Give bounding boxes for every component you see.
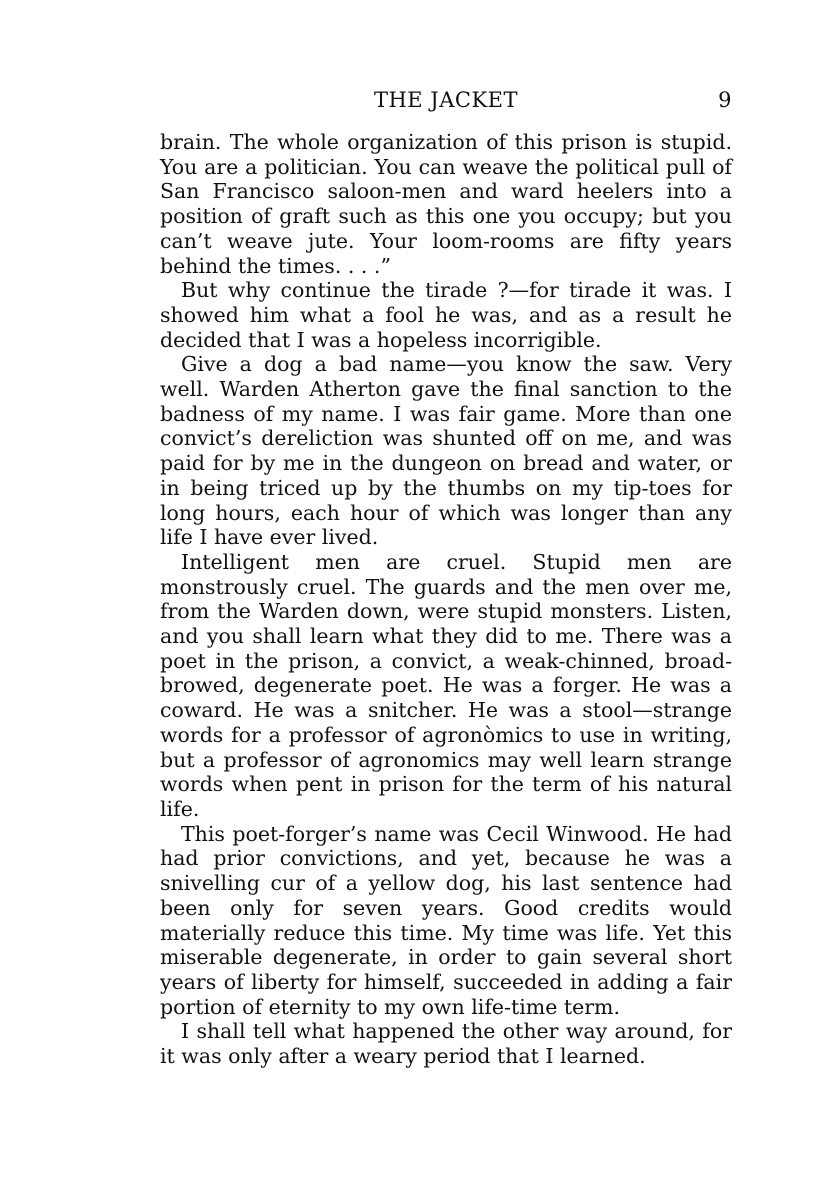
paragraph-tirade: But why continue the tirade ?—for tirade it was. I showed him what a fool he was, and as a result he decided that I was a hopeless incorrigible. — [160, 278, 732, 352]
running-head — [160, 88, 732, 118]
running-title: THE JACKET — [373, 88, 518, 112]
body-text — [160, 130, 732, 1069]
page-number: 9 — [718, 88, 732, 112]
paragraph-other-way-around: I shall tell what happened the other way around, for it was only after a weary period that I learned. — [160, 1019, 732, 1069]
paragraph-cruel-men: Intelligent men are cruel. Stupid men are monstrously cruel. The guards and the men over me, from the Warden down, were stupid monsters. Listen, and you shall learn what they did to me. There was a poet in the prison, a convict, a weak-chinned, broad-browed, degenerate poet. He was a forger. He was a coward. He was a snitcher. He was a stool—strange words for a professor of agronòmics to use in writing, but a professor of agronomics may well learn strange words when pent in prison for the term of his natural life. — [160, 549, 732, 821]
paragraph-cecil-winwood: This poet-forger’s name was Cecil Winwood. He had had prior convictions, and yet, because he was a snivelling cur of a yellow dog, his last sentence had been only for seven years. Good credits would materially reduce this time. My time was life. Yet this miserable degenerate, in order to gain several short years of liberty for himself, succeeded in adding a fair portion of eternity to my own life-time term. — [160, 821, 732, 1019]
paragraph-bad-name: Give a dog a bad name—you know the saw. Very well. Warden Atherton gave the final sanction to the badness of my name. I was fair game. More than one convict’s dereliction was shunted off on me, and was paid for by me in the dungeon on bread and water, or in being triced up by the thumbs on my tip-toes for long hours, each hour of which was longer than any life I have ever lived. — [160, 352, 732, 550]
paragraph-continuation: brain. The whole organization of this prison is stupid. You are a politician. You can weave the political pull of San Francisco saloon-men and ward heelers into a position of graft such as this one you occupy; but you can’t weave jute. Your loom-rooms are fifty years behind the times. . . .” — [160, 130, 732, 278]
